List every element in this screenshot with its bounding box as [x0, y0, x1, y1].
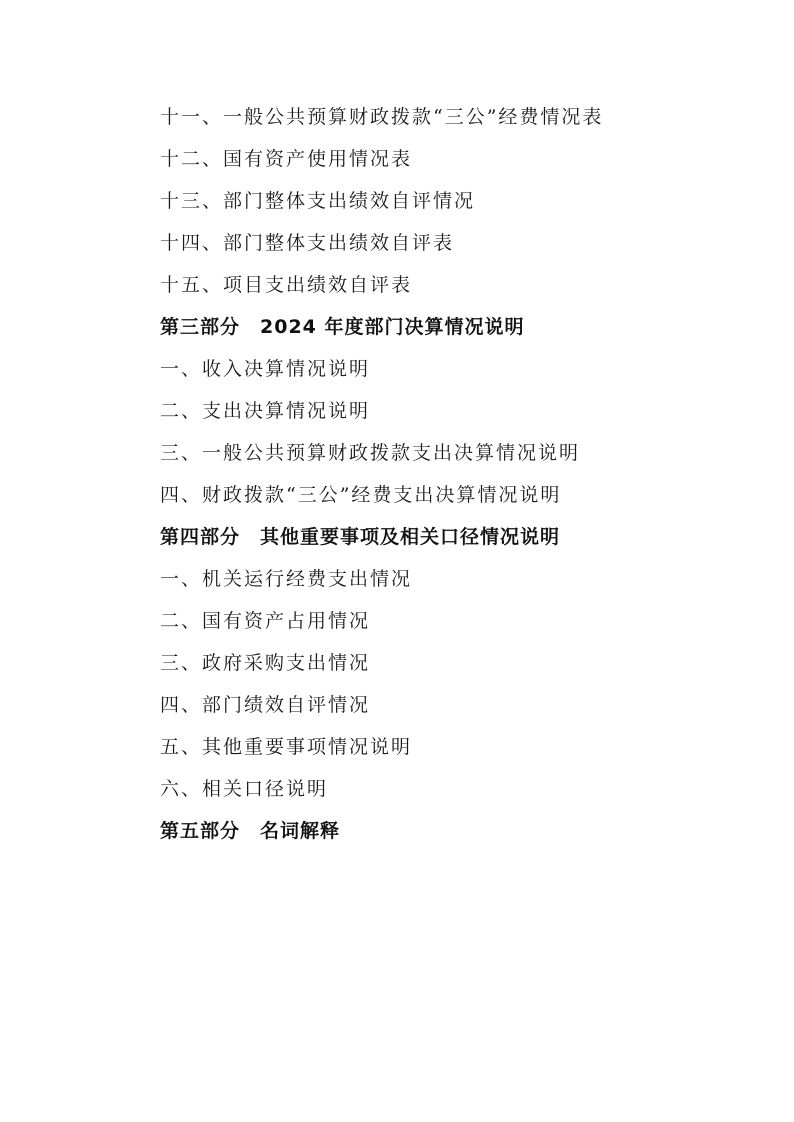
toc-item-13: 十三、部门整体支出绩效自评情况 — [160, 190, 476, 212]
toc-part4-item-3: 三、政府采购支出情况 — [160, 652, 371, 674]
toc-item-11: 十一、一般公共预算财政拨款“三公”经费情况表 — [160, 106, 604, 128]
toc-part4-item-1: 一、机关运行经费支出情况 — [160, 568, 413, 590]
toc-part3-item-1: 一、收入决算情况说明 — [160, 358, 371, 380]
toc-part4-item-6: 六、相关口径说明 — [160, 778, 329, 800]
toc-part-5-heading: 第五部分 名词解释 — [160, 820, 341, 842]
toc-part4-item-4: 四、部门绩效自评情况 — [160, 694, 371, 716]
toc-item-15: 十五、项目支出绩效自评表 — [160, 274, 413, 296]
toc-part-3-heading: 第三部分 2024 年度部门决算情况说明 — [160, 316, 525, 338]
toc-part4-item-2: 二、国有资产占用情况 — [160, 610, 371, 632]
toc-part4-item-5: 五、其他重要事项情况说明 — [160, 736, 413, 758]
toc-item-12: 十二、国有资产使用情况表 — [160, 148, 413, 170]
toc-part3-item-4: 四、财政拨款“三公”经费支出决算情况说明 — [160, 484, 562, 506]
toc-item-14: 十四、部门整体支出绩效自评表 — [160, 232, 455, 254]
toc-part-4-heading: 第四部分 其他重要事项及相关口径情况说明 — [160, 526, 561, 548]
toc-part3-item-3: 三、一般公共预算财政拨款支出决算情况说明 — [160, 442, 581, 464]
table-of-contents — [160, 98, 760, 854]
toc-part3-item-2: 二、支出决算情况说明 — [160, 400, 371, 422]
